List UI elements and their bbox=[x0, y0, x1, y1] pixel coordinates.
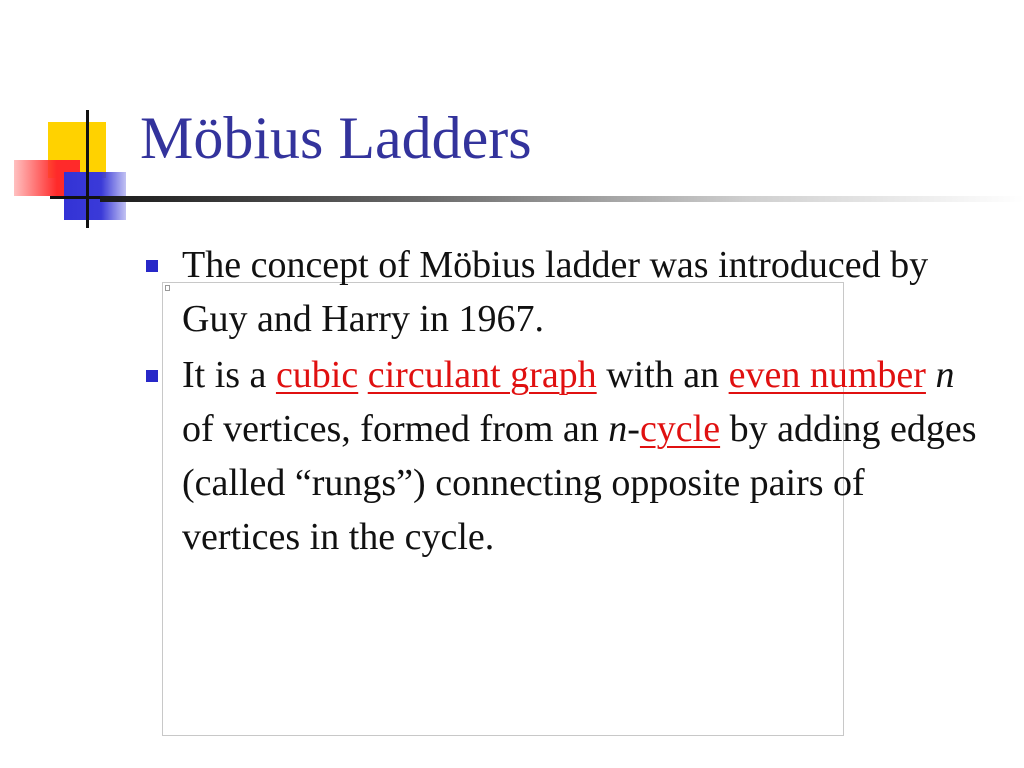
bullet-square-icon bbox=[146, 260, 158, 272]
link-cycle[interactable]: cycle bbox=[639, 408, 721, 450]
vertical-line-decoration bbox=[86, 110, 89, 228]
bullet-square-icon bbox=[146, 370, 158, 382]
variable-n: n bbox=[608, 408, 628, 450]
bullet-text: The concept of Möbius ladder was introduced by Guy and Harry in 1967. bbox=[182, 244, 929, 340]
link-circulant-graph[interactable]: circulant graph bbox=[367, 354, 597, 396]
title-underline-rule bbox=[100, 196, 1024, 202]
bullet-text-segment: by adding edges (called “rungs”) connecting opposite pairs of vertices in the cycle. bbox=[182, 408, 977, 558]
variable-n: n bbox=[935, 354, 955, 396]
bullet-item-1 bbox=[146, 238, 986, 346]
link-cubic[interactable]: cubic bbox=[275, 354, 359, 396]
bullet-text-segment: with an bbox=[596, 354, 729, 396]
link-even-number[interactable]: even number bbox=[728, 354, 926, 396]
bullet-text-segment: It is a bbox=[182, 354, 276, 396]
bullet-item-2 bbox=[146, 348, 986, 564]
bullet-list bbox=[146, 238, 986, 566]
bullet-text-segment: - bbox=[627, 408, 640, 450]
bullet-text-segment: of vertices, formed from an bbox=[182, 408, 609, 450]
bullet-text-segment bbox=[358, 354, 368, 396]
slide-title: Möbius Ladders bbox=[140, 105, 532, 171]
bullet-text-segment bbox=[926, 354, 936, 396]
